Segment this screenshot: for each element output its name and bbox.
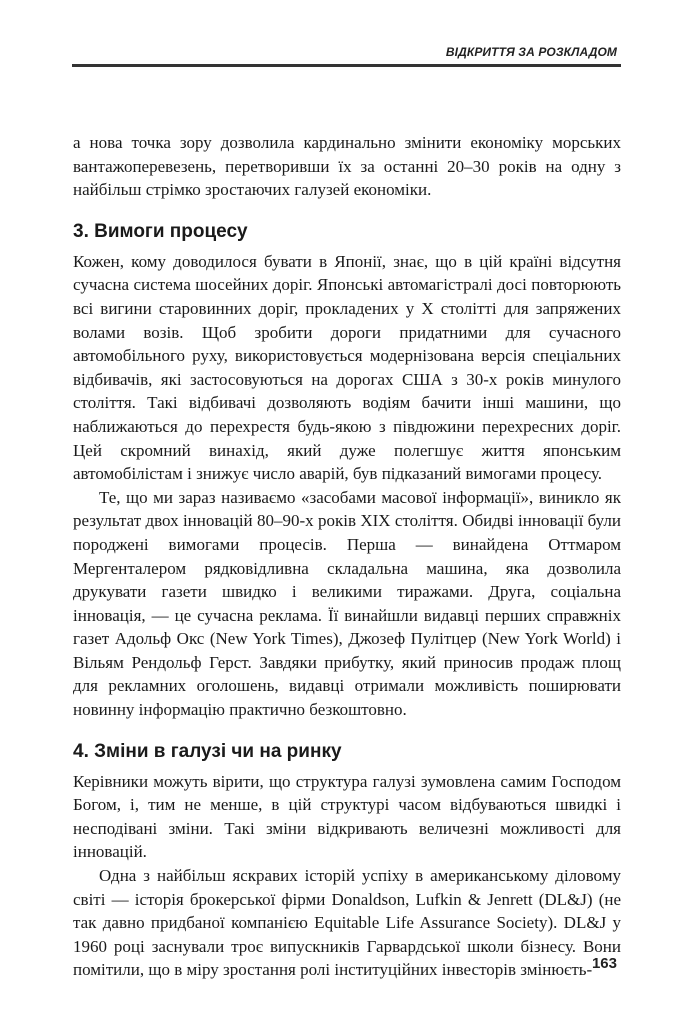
section-3-paragraph-2: Те, що ми зараз називаємо «засобами масової інформації», виникло як результат двох інновацій 80–90-х років XIX століття. Обидві інновації були породжені вимогами процесів. Перша — винайдена Оттмаром Мергенталером рядковідливна складальна машина, яка дозволила друкувати газети швидко і великими тиражами. Друга, соціальна інновація, — це сучасна реклама. Її винайшли видавці перших справжніх газет Адольф Окс (New York Times), Джозеф Пулітцер (New York World) і Вільям Рендольф Герст. Завдяки прибутку, який приносив продаж площ для рекламних оголошень, видавці отримали можливість поширювати новинну інформацію практично безкоштовно. [73,487,621,720]
section-3-paragraph-1: Кожен, кому доводилося бувати в Японії, знає, що в цій країні відсутня сучасна система шосейних доріг. Японські автомагістралі досі повторюють всі вигини старовинних доріг, прокладених у X столітті для запряжених волами возів. Щоб зробити дороги придатними для сучасного автомобільного руху, використовується модернізована версія спеціальних відбивачів, які застосовуються на дорогах США з 30-х років минулого століття. Такі відбивачі дозволяють водіям бачити інші машини, що наближаються до перехрестя будь-якою з півдюжини перехресних доріг. Цей скромний винахід, який дуже полегшує життя японським автомобілістам і знижує число аварій, був підказаний вимогами процесу. [73,251,621,484]
section-4-paragraph-1: Керівники можуть вірити, що структура галузі зумовлена самим Господом Богом, і, тим не менше, в цій структурі часом відбуваються швидкі і несподівані зміни. Такі зміни відкривають величезні можливості для інновацій. [73,771,621,862]
page-body [73,131,621,982]
header-rule [72,64,621,67]
page-number: 163 [591,955,617,972]
section-4-heading: 4. Зміни в галузі чи на ринку [73,740,342,762]
intro-paragraph: а нова точка зору дозволила кардинально змінити економіку морських вантажоперевезень, перетворивши їх за останні 20–30 років на одну з найбільш стрімко зростаючих галузей економіки. [73,133,621,200]
section-3-heading: 3. Вимоги процесу [73,220,248,242]
running-header-title: ВІДКРИТТЯ ЗА РОЗКЛАДОМ [445,45,617,59]
section-4-paragraph-2: Одна з найбільш яскравих історій успіху в американському діловому світі — історія брокерської фірми Donaldson, Lufkin & Jenrett (DL&J) (не так давно придбаної компанією Equitable Life Assurance Society). DL&J у 1960 році заснували троє випускників Гарвардської школи бізнесу. Вони помітили, що в міру зростання ролі інституційних інвесторів змінюєть- [73,866,621,980]
